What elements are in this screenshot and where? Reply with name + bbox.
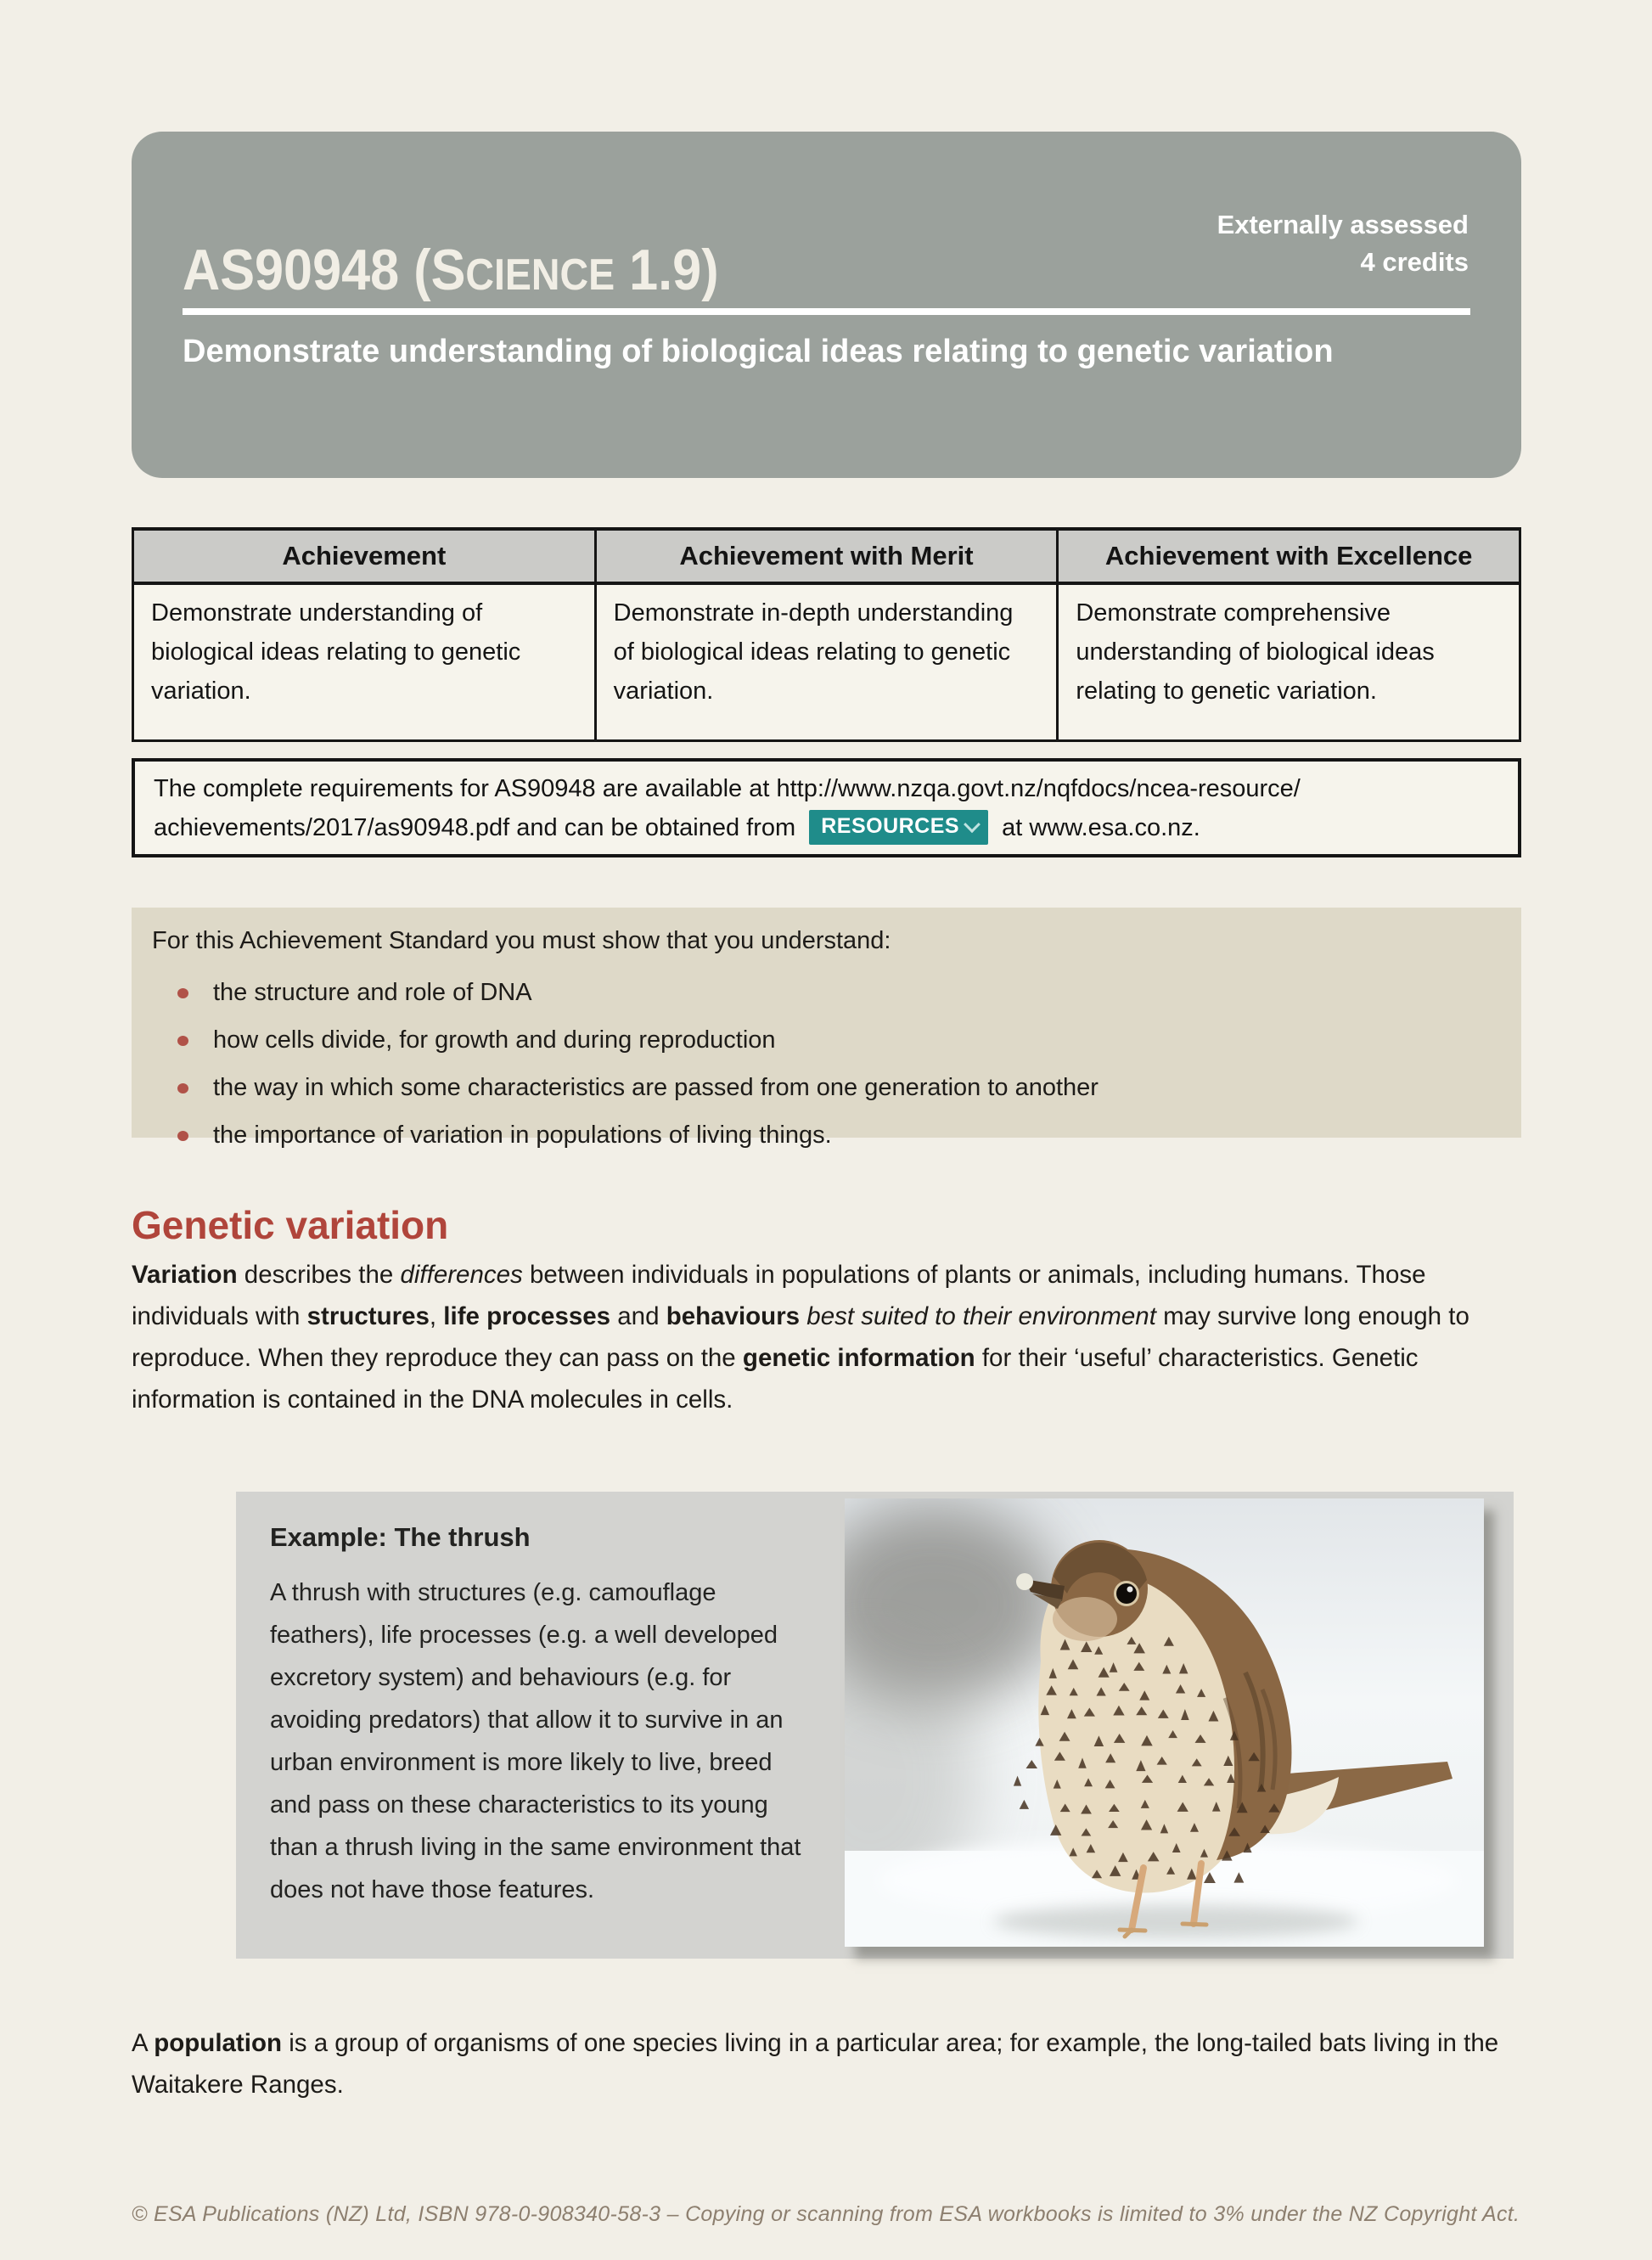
cell-excellence: Demonstrate comprehensive understanding of biological ideas relating to genetic variation. — [1058, 583, 1520, 741]
standard-header-card — [132, 132, 1521, 478]
example-panel — [236, 1492, 1514, 1959]
title-part-3: 1.9) — [615, 237, 719, 302]
cell-achievement: Demonstrate understanding of biological ideas relating to genetic variation. — [133, 583, 596, 741]
standard-description: Demonstrate understanding of biological ideas relating to genetic variation — [183, 334, 1334, 369]
title-part-smallcaps: CIENCE — [465, 249, 615, 299]
bullet-icon — [177, 1036, 188, 1046]
table-header-row — [133, 529, 1520, 583]
column-header-excellence: Achievement with Excellence — [1058, 529, 1520, 583]
column-header-achievement: Achievement — [133, 529, 596, 583]
requirements-text-2: and can be obtained from — [509, 814, 803, 841]
assessment-type: Externally assessed — [1217, 210, 1469, 239]
genetic-variation-paragraph: Variation describes the differences between individuals in populations of plants or animals, including humans. Those individuals with structures, life processes and behaviours best suited to their environment may survive long enough to reproduce. When they reproduce they can pass on the genetic information for their ‘useful’ characteristics. Genetic information is contained in the DNA molecules in cells. — [132, 1261, 1469, 1414]
population-paragraph: A population is a group of organisms of one species living in a particular area; for example, the long-tailed bats living in the Waitakere Ranges. — [132, 2029, 1499, 2099]
list-item-text: how cells divide, for growth and during reproduction — [213, 1026, 776, 1054]
resources-button[interactable] — [809, 810, 988, 845]
example-heading: Example: The thrush — [270, 1522, 531, 1552]
bullet-icon — [177, 1131, 188, 1141]
credit-count: 4 credits — [1360, 247, 1469, 277]
header-divider — [183, 308, 1470, 315]
thrush-illustration — [845, 1498, 1484, 1947]
requirements-url-2: achievements/2017/as90948.pdf — [154, 814, 510, 841]
requirements-text-3: at www.esa.co.nz. — [995, 814, 1200, 841]
resources-button-label: RESOURCES — [821, 813, 960, 838]
assessment-meta — [1217, 206, 1469, 281]
requirements-text: The complete requirements for AS90948 are available at — [154, 775, 777, 802]
bullet-icon — [177, 988, 188, 998]
requirements-url-1: http://www.nzqa.govt.nz/nqfdocs/ncea-resource/ — [776, 775, 1301, 802]
cell-merit: Demonstrate in-depth understanding of biological ideas relating to genetic variation. — [595, 583, 1058, 741]
bullet-icon — [177, 1083, 188, 1093]
thrush-photo — [845, 1498, 1484, 1947]
understanding-requirements-panel — [132, 908, 1521, 1149]
list-item-text: the importance of variation in populations of living things. — [213, 1122, 832, 1149]
section-heading-genetic-variation: Genetic variation — [132, 1203, 449, 1247]
list-item — [152, 1016, 1501, 1064]
list-item-text: the way in which some characteristics are passed from one generation to another — [213, 1074, 1099, 1101]
list-item — [152, 1111, 1501, 1159]
copyright-footer: © ESA Publications (NZ) Ltd, ISBN 978-0-908340-58-3 – Copying or scanning from ESA workbooks is limited to 3% under the NZ Copyright Act. — [132, 2202, 1520, 2226]
requirements-box — [132, 758, 1521, 857]
list-item — [152, 1064, 1501, 1111]
page-title — [183, 237, 719, 303]
achievement-grades-table — [132, 527, 1521, 742]
list-item — [152, 969, 1501, 1016]
understanding-intro: For this Achievement Standard you must show that you understand: — [152, 927, 891, 954]
example-body-text: A thrush with structures (e.g. camouflage feathers), life processes (e.g. a well developed excretory system) and behaviours (e.g. for avoiding predators) that allow it to survive in an urban environment is more likely to live, breed and pass on these characteristics to its young than a thrush living in the same environment that does not have those features. — [270, 1579, 801, 1903]
column-header-merit: Achievement with Merit — [595, 529, 1058, 583]
title-part-1: AS90948 (S — [183, 237, 466, 302]
table-row — [133, 583, 1520, 741]
understanding-list — [152, 969, 1501, 1159]
chevron-down-icon — [964, 816, 981, 833]
list-item-text: the structure and role of DNA — [213, 979, 532, 1006]
